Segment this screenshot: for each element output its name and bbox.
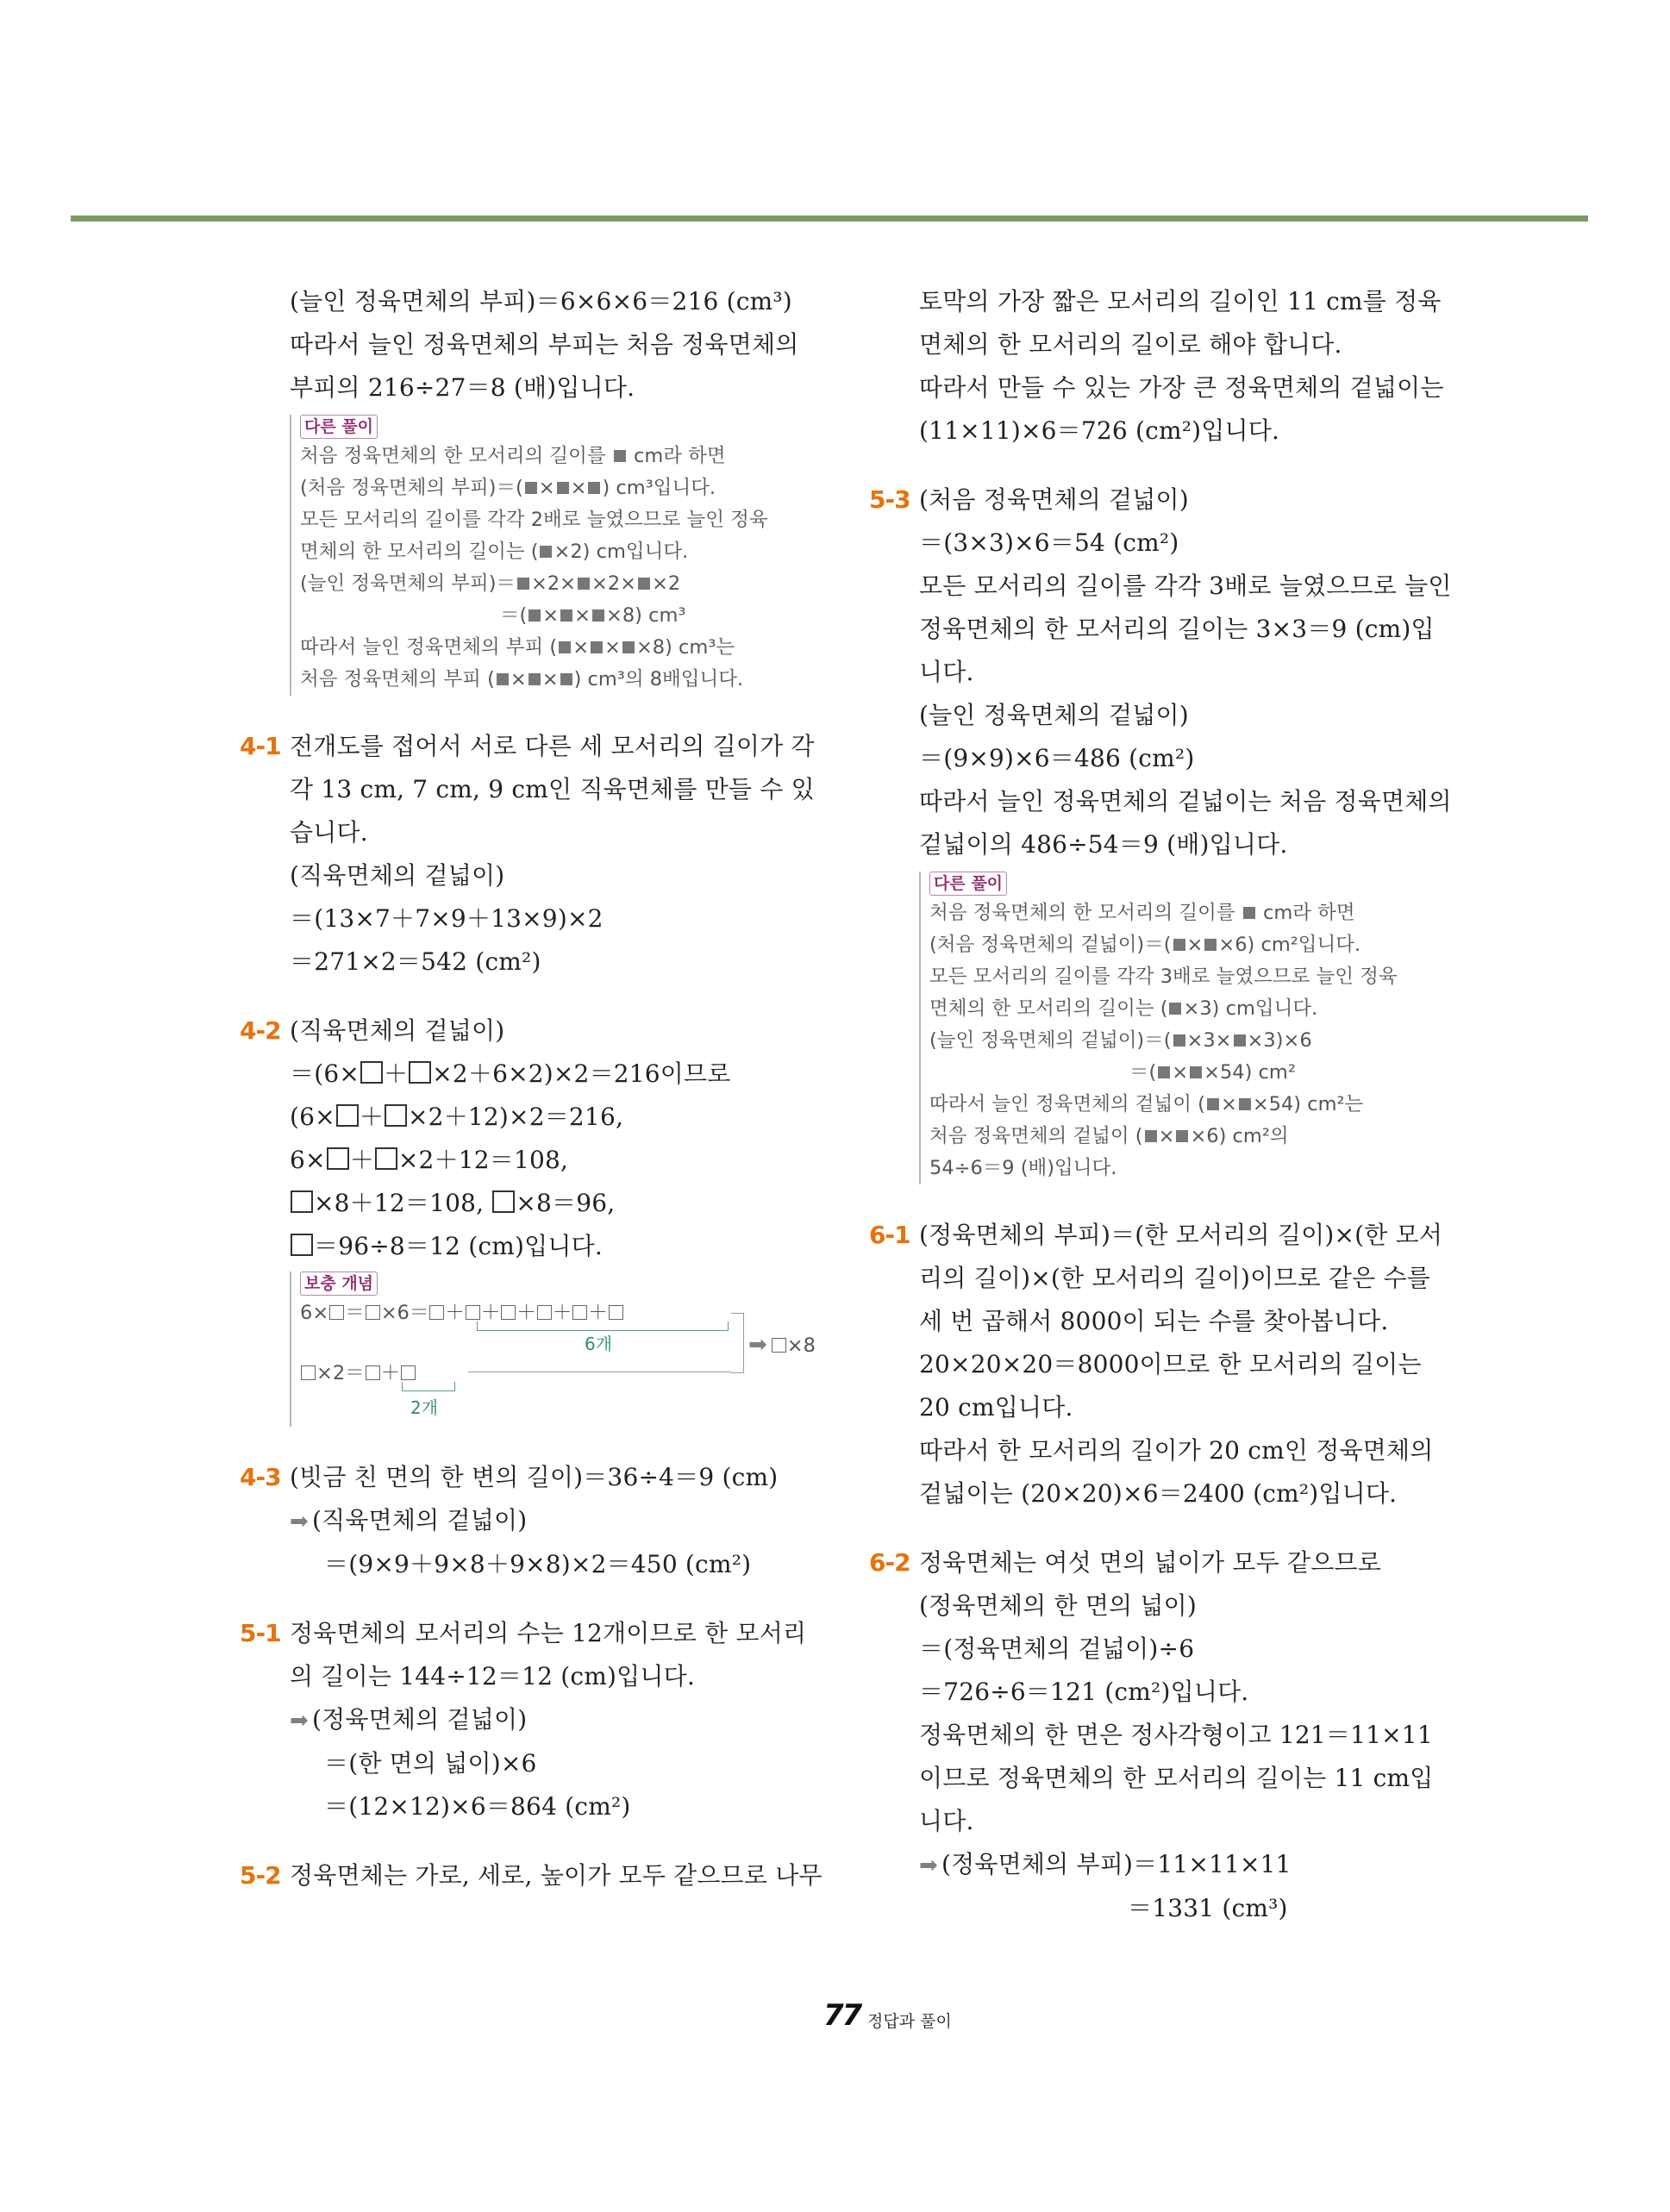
text-line: ＝(정육면체의 겉넓이)÷6 — [919, 1634, 1195, 1663]
blank-box — [360, 1061, 383, 1084]
text-line: 니다. — [919, 658, 974, 686]
left-top-block — [240, 280, 819, 409]
text-line: ×8＋12＝108, ×8＝96, — [240, 1182, 819, 1225]
text-line: ＝(13×7＋7×9＋13×9)×2 — [290, 904, 604, 933]
text-line: 겉넓이의 486÷54＝9 (배)입니다. — [919, 830, 1288, 859]
blank-box — [409, 1061, 431, 1084]
note-title: 보충 개념 — [300, 1272, 378, 1296]
square-icon — [638, 578, 650, 590]
square-icon — [1243, 907, 1255, 919]
square-icon — [1158, 1066, 1170, 1078]
note-line: 따라서 늘인 정육면체의 겉넓이 ( × ×54) cm²는 — [929, 1093, 1364, 1115]
square-icon — [1239, 1098, 1251, 1110]
text-line: 토막의 가장 짧은 모서리의 길이인 11 cm를 정육 — [919, 287, 1442, 316]
brace-2 — [402, 1382, 455, 1391]
note-line: 따라서 늘인 정육면체의 부피 ( × × ×8) cm³는 — [300, 636, 735, 659]
blank-box — [291, 1190, 313, 1213]
square-icon — [1190, 1066, 1202, 1078]
text-line: 이므로 정육면체의 한 모서리의 길이는 11 cm입 — [919, 1764, 1434, 1792]
diagram-result: ➡ ×8 — [748, 1332, 816, 1358]
text-line: ＝(12×12)×6＝864 (cm²) — [324, 1792, 631, 1821]
square-icon — [1173, 939, 1185, 951]
text-line: 6-1 (정육면체의 부피)＝(한 모서리의 길이)×(한 모서 — [869, 1214, 1448, 1257]
text-line: 5-1 정육면체의 모서리의 수는 12개이므로 한 모서리 — [240, 1612, 819, 1655]
text-line: 모든 모서리의 길이를 각각 3배로 늘였으므로 늘인 — [919, 572, 1452, 600]
text-line: (정육면체의 한 면의 넓이) — [919, 1591, 1198, 1620]
blank-box — [492, 1190, 515, 1213]
square-icon — [1145, 1130, 1157, 1142]
text-line: 세 번 곱해서 8000이 되는 수를 찾아봅니다. — [919, 1307, 1389, 1335]
text-line: 니다. — [919, 1807, 974, 1835]
problem-number: 5-1 — [240, 1619, 281, 1647]
problem-number: 4-1 — [240, 732, 281, 760]
square-icon — [588, 482, 600, 494]
text-line: 4-1 전개도를 접어서 서로 다른 세 모서리의 길이가 각 — [240, 725, 819, 768]
square-icon — [1234, 1034, 1246, 1047]
arrow-icon: ➡ — [748, 1332, 767, 1358]
problem-6-2 — [869, 1541, 1448, 1930]
note-line: 처음 정육면체의 겉넓이 ( × ×6) cm²의 — [929, 1125, 1289, 1147]
problem-4-2 — [240, 1009, 819, 1268]
text-line: (늘인 정육면체의 부피)＝6×6×6＝216 (cm³) — [290, 287, 792, 316]
text-line: (직육면체의 겉넓이) — [290, 861, 505, 890]
square-icon — [557, 482, 569, 494]
text-line: ➡ (정육면체의 겉넓이) — [290, 1705, 528, 1734]
left-column — [240, 280, 822, 1923]
problem-number: 5-3 — [869, 485, 910, 514]
note-line: 처음 정육면체의 부피 ( × × ) cm³의 8배입니다. — [300, 668, 744, 690]
problem-4-3 — [240, 1456, 819, 1586]
text-line: 6-2 정육면체는 여섯 면의 넓이가 모두 같으므로 — [869, 1541, 1448, 1584]
square-icon — [559, 641, 571, 653]
square-icon — [540, 546, 552, 558]
blank-box — [327, 1147, 349, 1170]
blank-box — [291, 1234, 313, 1256]
text-line: 면체의 한 모서리의 길이로 해야 합니다. — [919, 330, 1342, 359]
note-line: (늘인 정육면체의 부피)＝ ×2× ×2× ×2 — [300, 572, 681, 595]
text-line: 4-2 (직육면체의 겉넓이) — [240, 1009, 819, 1053]
problem-number: 4-2 — [240, 1016, 281, 1045]
text-line: ＝(9×9)×6＝486 (cm²) — [919, 744, 1195, 772]
blank-box — [385, 1104, 407, 1127]
text-line: ＝(한 면의 넓이)×6 — [324, 1749, 537, 1778]
problem-6-1 — [869, 1214, 1448, 1515]
note-line: 처음 정육면체의 한 모서리의 길이를 cm라 하면 — [929, 902, 1355, 924]
text-line: 의 길이는 144÷12＝12 (cm)입니다. — [290, 1662, 695, 1690]
problem-5-3 — [869, 478, 1452, 866]
note-line: ＝( × ×54) cm² — [1129, 1061, 1296, 1084]
square-icon — [1176, 1130, 1188, 1142]
note-line: 처음 정육면체의 한 모서리의 길이를 cm라 하면 — [300, 445, 726, 467]
note-line: 면체의 한 모서리의 길이는 ( ×2) cm입니다. — [300, 541, 689, 563]
right-top-block — [869, 280, 1448, 453]
text-line: ＝(6× ＋ ×2＋6×2)×2＝216이므로 — [290, 1059, 731, 1088]
blank-box — [375, 1147, 397, 1170]
square-icon — [622, 641, 635, 653]
problem-number: 4-3 — [240, 1463, 281, 1491]
text-line: ＝(3×3)×6＝54 (cm²) — [919, 528, 1179, 557]
diagram-line-1: 6× ＝ ×6＝ ＋ ＋ ＋ ＋ ＋ — [300, 1297, 624, 1329]
text-line: ＝726÷6＝121 (cm²)입니다. — [919, 1678, 1249, 1706]
alt-solution-note — [290, 415, 819, 696]
count-label-2: 2개 — [410, 1397, 439, 1418]
note-line: 면체의 한 모서리의 길이는 ( ×3) cm입니다. — [929, 997, 1318, 1020]
problem-5-2 — [240, 1854, 822, 1897]
diagram-line-2: ×2＝ ＋ — [300, 1358, 416, 1390]
square-icon — [1207, 1098, 1219, 1110]
arrow-icon: ➡ — [919, 1853, 938, 1878]
text-line: 따라서 만들 수 있는 가장 큰 정육면체의 겉넓이는 — [919, 373, 1444, 402]
square-icon — [578, 578, 590, 590]
connector — [731, 1313, 744, 1373]
text-line: (6× ＋ ×2＋12)×2＝216, — [290, 1103, 624, 1131]
text-line: (11×11)×6＝726 (cm²)입니다. — [919, 416, 1280, 445]
square-icon — [529, 609, 541, 622]
text-line: 각 13 cm, 7 cm, 9 cm인 직육면체를 만들 수 있 — [290, 775, 815, 803]
square-icon — [614, 450, 626, 462]
square-icon — [591, 641, 603, 653]
text-line: 따라서 늘인 정육면체의 겉넓이는 처음 정육면체의 — [919, 787, 1452, 815]
count-label-6: 6개 — [585, 1334, 613, 1354]
note-line: (처음 정육면체의 겉넓이)＝( × ×6) cm²입니다. — [929, 934, 1361, 956]
text-line: 5-3 (처음 정육면체의 겉넓이) — [869, 478, 1448, 522]
arrow-icon: ➡ — [290, 1509, 309, 1534]
text-line: ＝(9×9＋9×8＋9×8)×2＝450 (cm²) — [324, 1550, 752, 1578]
text-line: 정육면체의 한 모서리의 길이는 3×3＝9 (cm)입 — [919, 615, 1435, 643]
header-rule — [71, 216, 1588, 222]
square-icon — [525, 482, 537, 494]
note-line: (처음 정육면체의 부피)＝( × × ) cm³입니다. — [300, 477, 716, 499]
alt-solution-note — [919, 872, 1448, 1184]
blank-box — [336, 1104, 359, 1127]
problem-4-1 — [240, 725, 819, 984]
concept-diagram — [300, 1297, 819, 1427]
text-line: 6× ＋ ×2＋12＝108, — [290, 1146, 569, 1174]
arrow-icon: ➡ — [290, 1708, 309, 1734]
right-column — [869, 280, 1452, 1956]
square-icon — [517, 578, 529, 590]
text-line: 리의 길이)×(한 모서리의 길이)이므로 같은 수를 — [919, 1264, 1431, 1292]
page-number: 77 — [823, 1998, 861, 2033]
note-line: 모든 모서리의 길이를 각각 2배로 늘였으므로 늘인 정육 — [300, 509, 768, 531]
problem-number: 5-2 — [240, 1861, 281, 1890]
square-icon — [592, 609, 604, 622]
square-icon — [529, 673, 541, 685]
text-line: ＝96÷8＝12 (cm)입니다. — [240, 1225, 819, 1268]
supplementary-concept-note — [290, 1272, 819, 1427]
text-line: ＝1331 (cm³) — [1128, 1894, 1288, 1922]
square-icon — [497, 673, 509, 685]
text-line: 정육면체의 한 면은 정사각형이고 121＝11×11 — [919, 1721, 1433, 1749]
text-line: 20×20×20＝8000이므로 한 모서리의 길이는 — [919, 1350, 1422, 1378]
square-icon — [560, 609, 572, 622]
problem-number: 6-2 — [869, 1548, 910, 1577]
text-line: 따라서 늘인 정육면체의 부피는 처음 정육면체의 — [290, 330, 799, 359]
text-line: 4-3 (빗금 친 면의 한 변의 길이)＝36÷4＝9 (cm) — [240, 1456, 819, 1499]
text-line: 부피의 216÷27＝8 (배)입니다. — [290, 373, 635, 402]
problem-number: 6-1 — [869, 1221, 910, 1249]
note-line: ＝( × × ×8) cm³ — [500, 604, 686, 627]
note-line: 54÷6＝9 (배)입니다. — [929, 1157, 1117, 1179]
text-line: 따라서 한 모서리의 길이가 20 cm인 정육면체의 — [919, 1436, 1434, 1465]
text-line: ➡ (정육면체의 부피)＝11×11×11 — [919, 1850, 1292, 1878]
text-line: 20 cm입니다. — [919, 1393, 1073, 1422]
square-icon — [560, 673, 572, 685]
problem-5-1 — [240, 1612, 819, 1828]
text-line: ＝271×2＝542 (cm²) — [290, 947, 541, 976]
square-icon — [1204, 939, 1217, 951]
square-icon — [1169, 1003, 1181, 1015]
text-line: (늘인 정육면체의 겉넓이) — [919, 701, 1189, 729]
note-line: 모든 모서리의 길이를 각각 3배로 늘였으므로 늘인 정육 — [929, 965, 1398, 988]
note-title: 다른 풀이 — [929, 872, 1007, 896]
page-label: 정답과 풀이 — [867, 2012, 952, 2031]
note-title: 다른 풀이 — [300, 415, 378, 439]
note-line: (늘인 정육면체의 겉넓이)＝( ×3× ×3)×6 — [929, 1029, 1312, 1052]
text-line: 겉넓이는 (20×20)×6＝2400 (cm²)입니다. — [919, 1479, 1398, 1508]
text-line: ➡ (직육면체의 겉넓이) — [290, 1506, 528, 1534]
text-line: 습니다. — [290, 818, 368, 847]
text-line: 5-2 정육면체는 가로, 세로, 높이가 모두 같으므로 나무 — [240, 1854, 819, 1897]
square-icon — [1173, 1034, 1185, 1047]
